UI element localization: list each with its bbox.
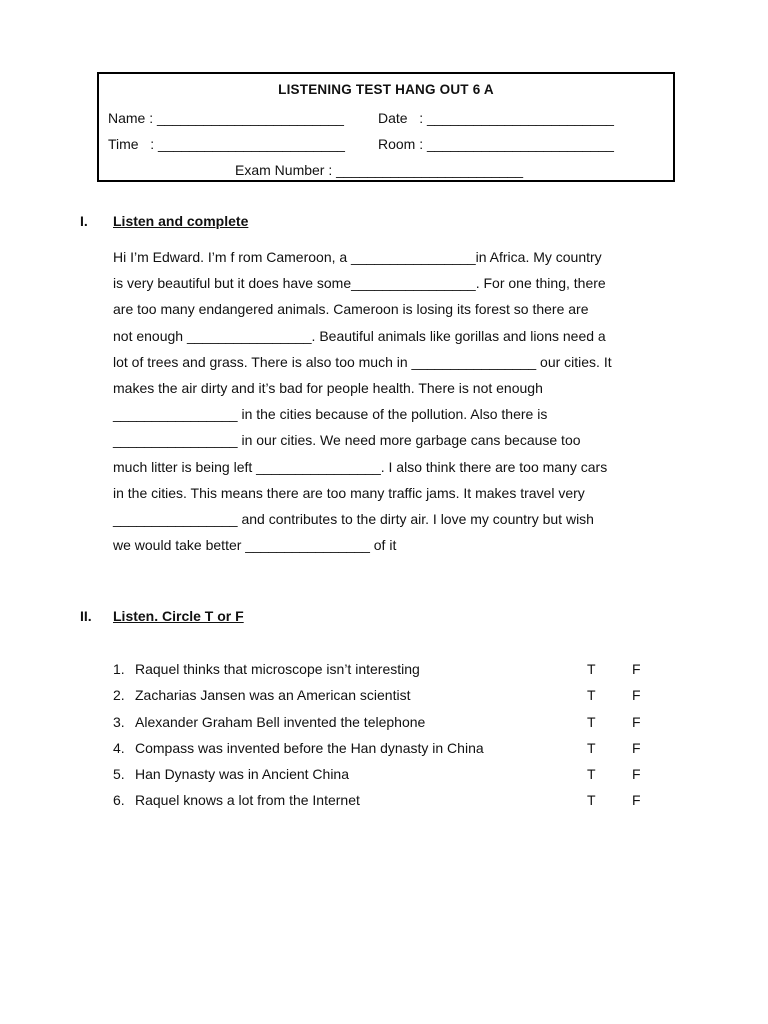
true-option[interactable]: T [587,766,596,783]
false-option[interactable]: F [632,661,641,677]
item-number: 4. [113,739,125,756]
cloze-line: Hi I’m Edward. I’m f rom Cameroon, a ________________in Africa. My country [113,249,602,265]
time-field: Time : ________________________ [108,136,345,152]
list-item [113,787,673,813]
cloze-line: we would take better ________________ of it [113,537,397,554]
statement-text: Raquel knows a lot from the Internet [135,792,360,809]
exam-number-field: Exam Number : ________________________ [235,162,524,178]
list-item [113,682,673,708]
false-option[interactable]: F [632,792,641,809]
date-field: Date : ________________________ [378,110,614,126]
true-option[interactable]: T [587,739,596,756]
cloze-line: ________________ in our cities. We need more garbage cans because too [113,432,581,449]
false-option[interactable]: F [632,739,641,756]
name-field: Name : ________________________ [108,110,344,126]
true-option[interactable]: T [587,687,596,704]
cloze-line: in the cities. This means there are too many traffic jams. It makes travel very [113,484,585,501]
item-number: 3. [113,713,125,730]
cloze-line: much litter is being left ________________. I also think there are too many cars [113,458,608,475]
item-number: 5. [113,766,125,783]
statement-text: Han Dynasty was in Ancient China [135,766,349,783]
cloze-paragraph [113,244,683,558]
true-option[interactable]: T [587,661,596,677]
list-item [113,735,673,761]
cloze-line: not enough ________________. Beautiful animals like gorillas and lions need a [113,327,606,344]
cloze-line: lot of trees and grass. There is also too much in ________________ our cities. It [113,353,612,370]
exam-header-box [97,72,675,182]
item-number: 1. [113,661,125,677]
cloze-line: makes the air dirty and it’s bad for people health. There is not enough [113,379,543,396]
statement-text: Alexander Graham Bell invented the telephone [135,713,426,730]
list-item [113,656,673,682]
cloze-line: ________________ in the cities because of the pollution. Also there is [113,406,548,423]
item-number: 2. [113,687,125,704]
true-option[interactable]: T [587,792,596,809]
true-option[interactable]: T [587,713,596,730]
cloze-line: are too many endangered animals. Cameroon is losing its forest so there are [113,301,589,318]
list-item [113,709,673,735]
test-title: LISTENING TEST HANG OUT 6 A [278,82,494,97]
false-option[interactable]: F [632,687,641,704]
cloze-line: ________________ and contributes to the dirty air. I love my country but wish [113,510,594,527]
statement-text: Raquel thinks that microscope isn’t interesting [135,661,420,677]
cloze-line: is very beautiful but it does have some________________. For one thing, there [113,275,606,292]
section-2-title: Listen. Circle T or F [113,608,244,624]
true-false-list [113,656,673,814]
false-option[interactable]: F [632,766,641,783]
item-number: 6. [113,792,125,809]
false-option[interactable]: F [632,713,641,730]
section-1-title: Listen and complete [113,213,249,229]
section-1-number: I. [80,213,88,229]
section-2-number: II. [80,608,92,624]
statement-text: Zacharias Jansen was an American scientist [135,687,411,704]
statement-text: Compass was invented before the Han dynasty in China [135,739,484,756]
list-item [113,761,673,787]
room-field: Room : ________________________ [378,136,614,152]
